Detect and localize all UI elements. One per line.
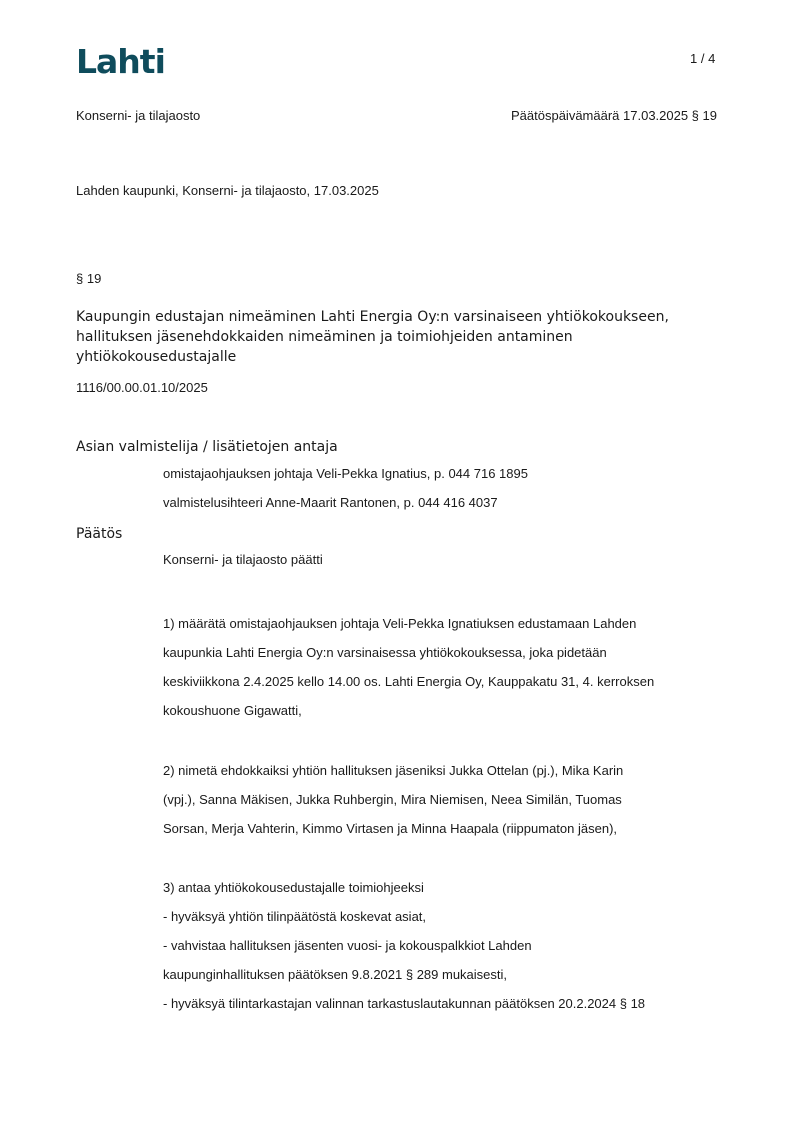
title-line: yhtiökokousedustajalle bbox=[76, 349, 237, 365]
page-number: 1 / 4 bbox=[690, 51, 716, 66]
decision-item-2 bbox=[163, 756, 723, 843]
decision-intro-text: Konserni- ja tilajaosto päätti bbox=[163, 552, 323, 567]
paragraph-line: - hyväksyä yhtiön tilinpäätöstä koskevat asiat, bbox=[163, 909, 427, 924]
section-number: § 19 bbox=[76, 271, 102, 286]
decision-heading: Päätös bbox=[76, 526, 123, 542]
title-line: hallituksen jäsenehdokkaiden nimeäminen ja toimiohjeiden antaminen bbox=[76, 329, 573, 345]
paragraph-line: kokoushuone Gigawatti, bbox=[163, 703, 302, 718]
preparation-heading: Asian valmistelija / lisätietojen antaja bbox=[76, 439, 338, 455]
lahti-logo: Lahti bbox=[76, 42, 165, 81]
title-line: Kaupungin edustajan nimeäminen Lahti Energia Oy:n varsinaiseen yhtiökokoukseen, bbox=[76, 309, 669, 325]
item-title bbox=[76, 307, 716, 367]
paragraph-line: kaupunkia Lahti Energia Oy:n varsinaisessa yhtiökokouksessa, joka pidetään bbox=[163, 645, 607, 660]
paragraph-line: 2) nimetä ehdokkaiksi yhtiön hallituksen jäseniksi Jukka Ottelan (pj.), Mika Karin bbox=[163, 763, 624, 778]
decision-date: Päätöspäivämäärä 17.03.2025 § 19 bbox=[511, 108, 717, 123]
paragraph-line: kaupunginhallituksen päätöksen 9.8.2021 § 289 mukaisesti, bbox=[163, 967, 508, 982]
paragraph-line: 3) antaa yhtiökokousedustajalle toimiohjeeksi bbox=[163, 880, 424, 895]
paragraph-line: - vahvistaa hallituksen jäsenten vuosi- ja kokouspalkkiot Lahden bbox=[163, 938, 532, 953]
meeting-line: Lahden kaupunki, Konserni- ja tilajaosto, 17.03.2025 bbox=[76, 183, 379, 198]
paragraph-line: - hyväksyä tilintarkastajan valinnan tarkastuslautakunnan päätöksen 20.2.2024 § 18 bbox=[163, 996, 646, 1011]
contact-line: omistajaohjauksen johtaja Veli-Pekka Ignatius, p. 044 716 1895 bbox=[163, 466, 528, 481]
paragraph-line: keskiviikkona 2.4.2025 kello 14.00 os. Lahti Energia Oy, Kauppakatu 31, 4. kerroksen bbox=[163, 674, 655, 689]
paragraph-line: (vpj.), Sanna Mäkisen, Jukka Ruhbergin, Mira Niemisen, Neea Similän, Tuomas bbox=[163, 792, 622, 807]
decision-intro bbox=[163, 552, 723, 567]
committee-name: Konserni- ja tilajaosto bbox=[76, 108, 201, 123]
document-number: 1116/00.00.01.10/2025 bbox=[76, 380, 208, 395]
paragraph-line: Sorsan, Merja Vahterin, Kimmo Virtasen ja Minna Haapala (riippumaton jäsen), bbox=[163, 821, 618, 836]
decision-item-3 bbox=[163, 873, 723, 1018]
paragraph-line: 1) määrätä omistajaohjauksen johtaja Veli-Pekka Ignatiuksen edustamaan Lahden bbox=[163, 616, 637, 631]
contact-line: valmistelusihteeri Anne-Maarit Rantonen, p. 044 416 4037 bbox=[163, 495, 498, 510]
decision-item-1 bbox=[163, 609, 723, 725]
